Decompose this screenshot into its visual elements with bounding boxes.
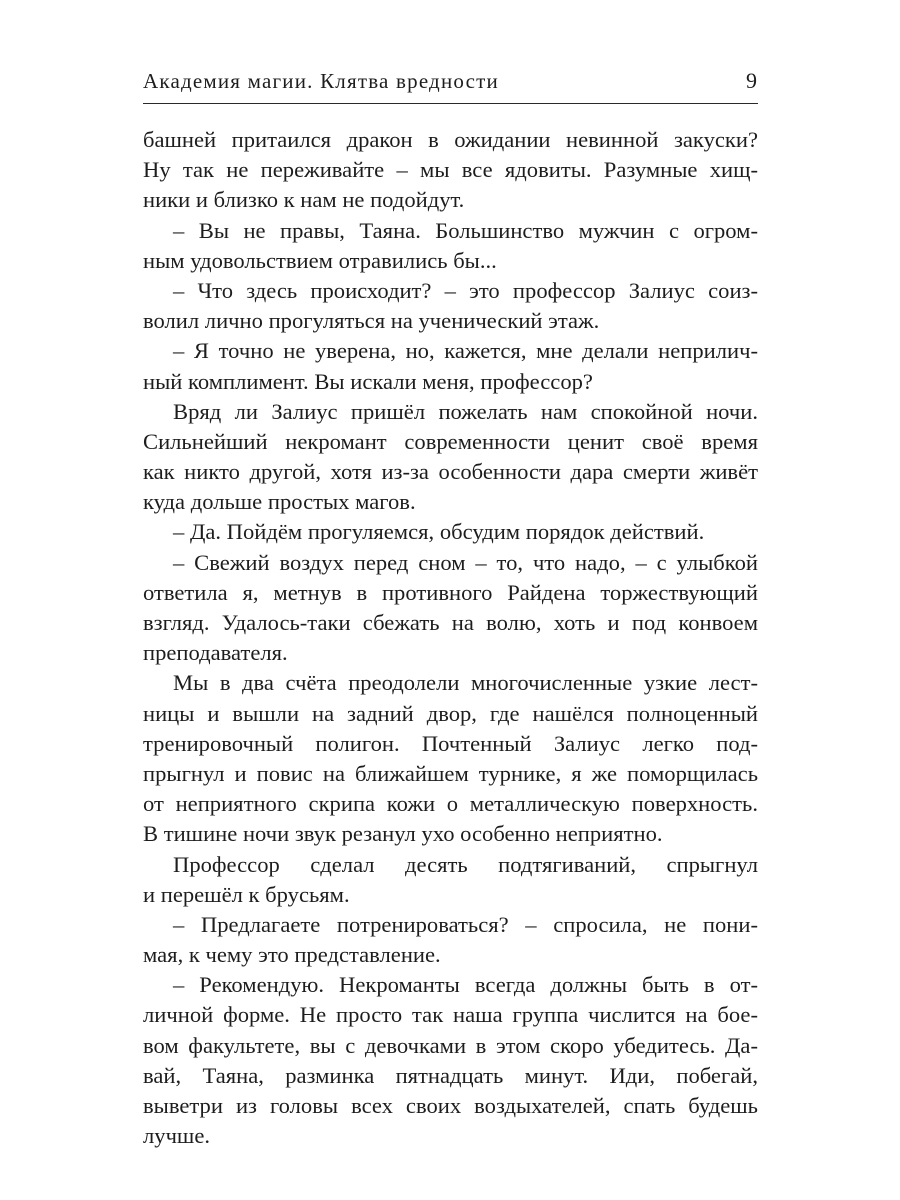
text-line: – Предлагаете потренироваться? – спросила, не пони- (173, 911, 758, 937)
text-line: и перешёл к брусьям. (143, 881, 350, 907)
text-line: В тишине ночи звук резанул ухо особенно неприятно. (143, 821, 663, 847)
text-line: ники и близко к нам не подойдут. (143, 187, 465, 213)
text-line: ный комплимент. Вы искали меня, профессор? (143, 368, 593, 394)
running-header (143, 66, 758, 100)
page-number: 9 (746, 68, 757, 93)
text-line: ницы и вышли на задний двор, где нашёлся полноценный (143, 700, 758, 726)
text-line: вом факультете, вы с девочками в этом скоро убедитесь. Да- (143, 1032, 758, 1058)
text-line: – Что здесь происходит? – это профессор Залиус соиз- (173, 277, 758, 303)
text-line: – Вы не правы, Таяна. Большинство мужчин с огром- (173, 217, 758, 243)
text-line: Сильнейший некромант современности ценит своё время (143, 428, 758, 454)
text-line: – Я точно не уверена, но, кажется, мне делали неприлич- (173, 338, 758, 364)
text-line: – Свежий воздух перед сном – то, что надо, – с улыбкой (173, 549, 758, 575)
text-line: взгляд. Удалось-таки сбежать на волю, хоть и под конвоем (143, 610, 758, 635)
text-line: как никто другой, хотя из-за особенности дара смерти живёт (143, 459, 758, 485)
text-line: прыгнул и повис на ближайшем турнике, я же поморщилась (143, 760, 758, 786)
book-page (143, 0, 758, 1200)
text-line: Профессор сделал десять подтягиваний, спрыгнул (173, 851, 758, 877)
text-line: Ну так не переживайте – мы все ядовиты. Разумные хищ- (143, 157, 758, 183)
text-line: личной форме. Не просто так наша группа числится на бое- (143, 1002, 758, 1028)
text-line: мая, к чему это представление. (143, 942, 441, 968)
text-line: выветри из головы всех своих воздыхателей, спать будешь (143, 1093, 758, 1118)
text-line: ответила я, метнув в противного Райдена торжествующий (143, 579, 758, 605)
text-line: волил лично прогуляться на ученический этаж. (143, 308, 600, 334)
text-line: тренировочный полигон. Почтенный Залиус легко под- (143, 730, 758, 756)
text-line: башней притаился дракон в ожидании невинной закуски? (143, 127, 758, 152)
header-divider (143, 103, 758, 104)
text-line: – Рекомендую. Некроманты всегда должны быть в от- (173, 972, 758, 998)
text-line: вай, Таяна, разминка пятнадцать минут. Иди, побегай, (143, 1062, 758, 1088)
text-line: преподавателя. (143, 640, 288, 666)
text-line: Мы в два счёта преодолели многочисленные узкие лест- (173, 670, 758, 696)
body-text (143, 125, 758, 1151)
text-line: куда дольше простых магов. (143, 489, 416, 515)
text-line: от неприятного скрипа кожи о металлическую поверхность. (143, 791, 758, 817)
text-line: – Да. Пойдём прогуляемся, обсудим порядок действий. (173, 519, 705, 545)
text-line: лучше. (143, 1123, 211, 1149)
text-line: Вряд ли Залиус пришёл пожелать нам спокойной ночи. (173, 398, 758, 424)
text-line: ным удовольствием отравились бы... (143, 247, 497, 273)
book-title: Академия магии. Клятва вредности (143, 69, 499, 93)
